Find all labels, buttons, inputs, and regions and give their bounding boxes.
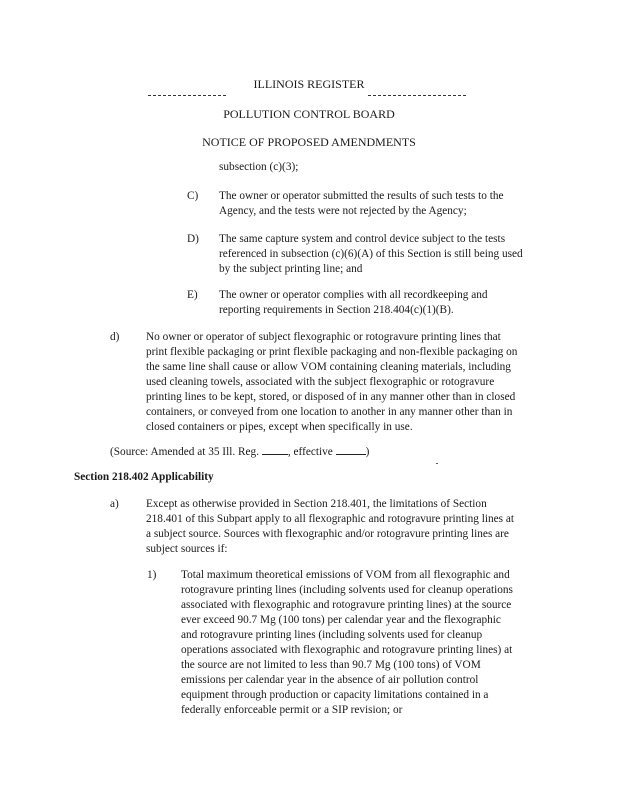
source-prefix: (Source: Amended at 35 Ill. Reg. — [110, 446, 262, 458]
blank-effective-field — [336, 444, 366, 455]
item-1-line: emissions per calendar year in the absence of air pollution control — [181, 674, 479, 686]
para-a-line: Except as otherwise provided in Section 218.401, the limitations of Section — [146, 498, 487, 510]
para-a-label: a) — [110, 498, 119, 510]
para-d-line: containers, or conveyed from one location to another in any manner other than in — [146, 406, 513, 418]
item-d-line: The same capture system and control device subject to the tests — [219, 233, 506, 245]
item-c-line: The owner or operator submitted the results of such tests to the — [219, 190, 504, 202]
item-e-line: reporting requirements in Section 218.404(c)(1)(B). — [219, 304, 454, 316]
item-1-line: rotogravure printing lines (including solvents used for cleanup operations — [181, 584, 513, 596]
para-d-line: used cleaning towels, associated with the subject flexographic or rotogravure — [146, 376, 495, 388]
item-1-line: the source are not limited to less than 90.7 Mg (100 tons) of VOM — [181, 659, 481, 671]
section-heading: Section 218.402 Applicability — [74, 471, 214, 483]
continuation-line: subsection (c)(3); — [219, 161, 299, 173]
item-1-line: operations associated with flexographic and rotogravure printing lines) at — [181, 644, 513, 656]
para-a-line: 218.401 of this Subpart apply to all flexographic and rotogravure printing lines at — [146, 513, 515, 525]
para-a-line: subject sources if: — [146, 543, 228, 555]
item-1-line: Total maximum theoretical emissions of VOM from all flexographic and — [181, 569, 510, 581]
item-c-label: C) — [187, 190, 199, 202]
para-d-line: printing lines to be kept, stored, or disposed of in any manner other than in closed — [146, 391, 516, 403]
item-c-line: Agency, and the tests were not rejected by the Agency; — [219, 205, 467, 217]
item-d-label: D) — [187, 233, 199, 245]
header-rule-right — [368, 95, 466, 96]
source-suffix: ) — [365, 446, 370, 458]
item-1-line: federally enforceable permit or a SIP revision; or — [181, 704, 403, 716]
source-note — [110, 444, 369, 461]
para-d-line: print flexible packaging or print flexible packaging and non-flexible packaging on — [146, 346, 518, 358]
item-1-line: associated with flexographic and rotogravure printing lines) at the source — [181, 599, 512, 611]
item-1-label: 1) — [147, 569, 157, 581]
notice-title: NOTICE OF PROPOSED AMENDMENTS — [202, 135, 416, 149]
para-d-line: the same line shall cause or allow VOM containing cleaning materials, including — [146, 361, 511, 373]
item-1-line: equipment through production or capacity limitations contained in a — [181, 689, 489, 701]
item-1-line: ever exceed 90.7 Mg (100 tons) per calendar year and the flexographic — [181, 614, 501, 626]
item-d-line: by the subject printing line; and — [219, 263, 363, 275]
scan-mark — [436, 463, 438, 464]
item-e-label: E) — [187, 289, 198, 301]
blank-register-field — [262, 444, 288, 455]
board-title: POLLUTION CONTROL BOARD — [223, 107, 395, 121]
para-d-label: d) — [110, 331, 120, 343]
para-d-line: No owner or operator of subject flexographic or rotogravure printing lines that — [146, 331, 501, 343]
item-d-line: referenced in subsection (c)(6)(A) of this Section is still being used — [219, 248, 523, 260]
para-a-line: a subject source. Sources with flexographic and/or rotogravure printing lines are — [146, 528, 509, 540]
source-mid: , effective — [287, 446, 336, 458]
register-title: ILLINOIS REGISTER — [253, 77, 365, 91]
para-d-line: closed containers or pipes, except when specifically in use. — [146, 421, 413, 433]
header-rule-left — [148, 95, 226, 96]
item-1-line: and rotogravure printing lines (including solvents used for cleanup — [181, 629, 483, 641]
item-e-line: The owner or operator complies with all recordkeeping and — [219, 289, 488, 301]
